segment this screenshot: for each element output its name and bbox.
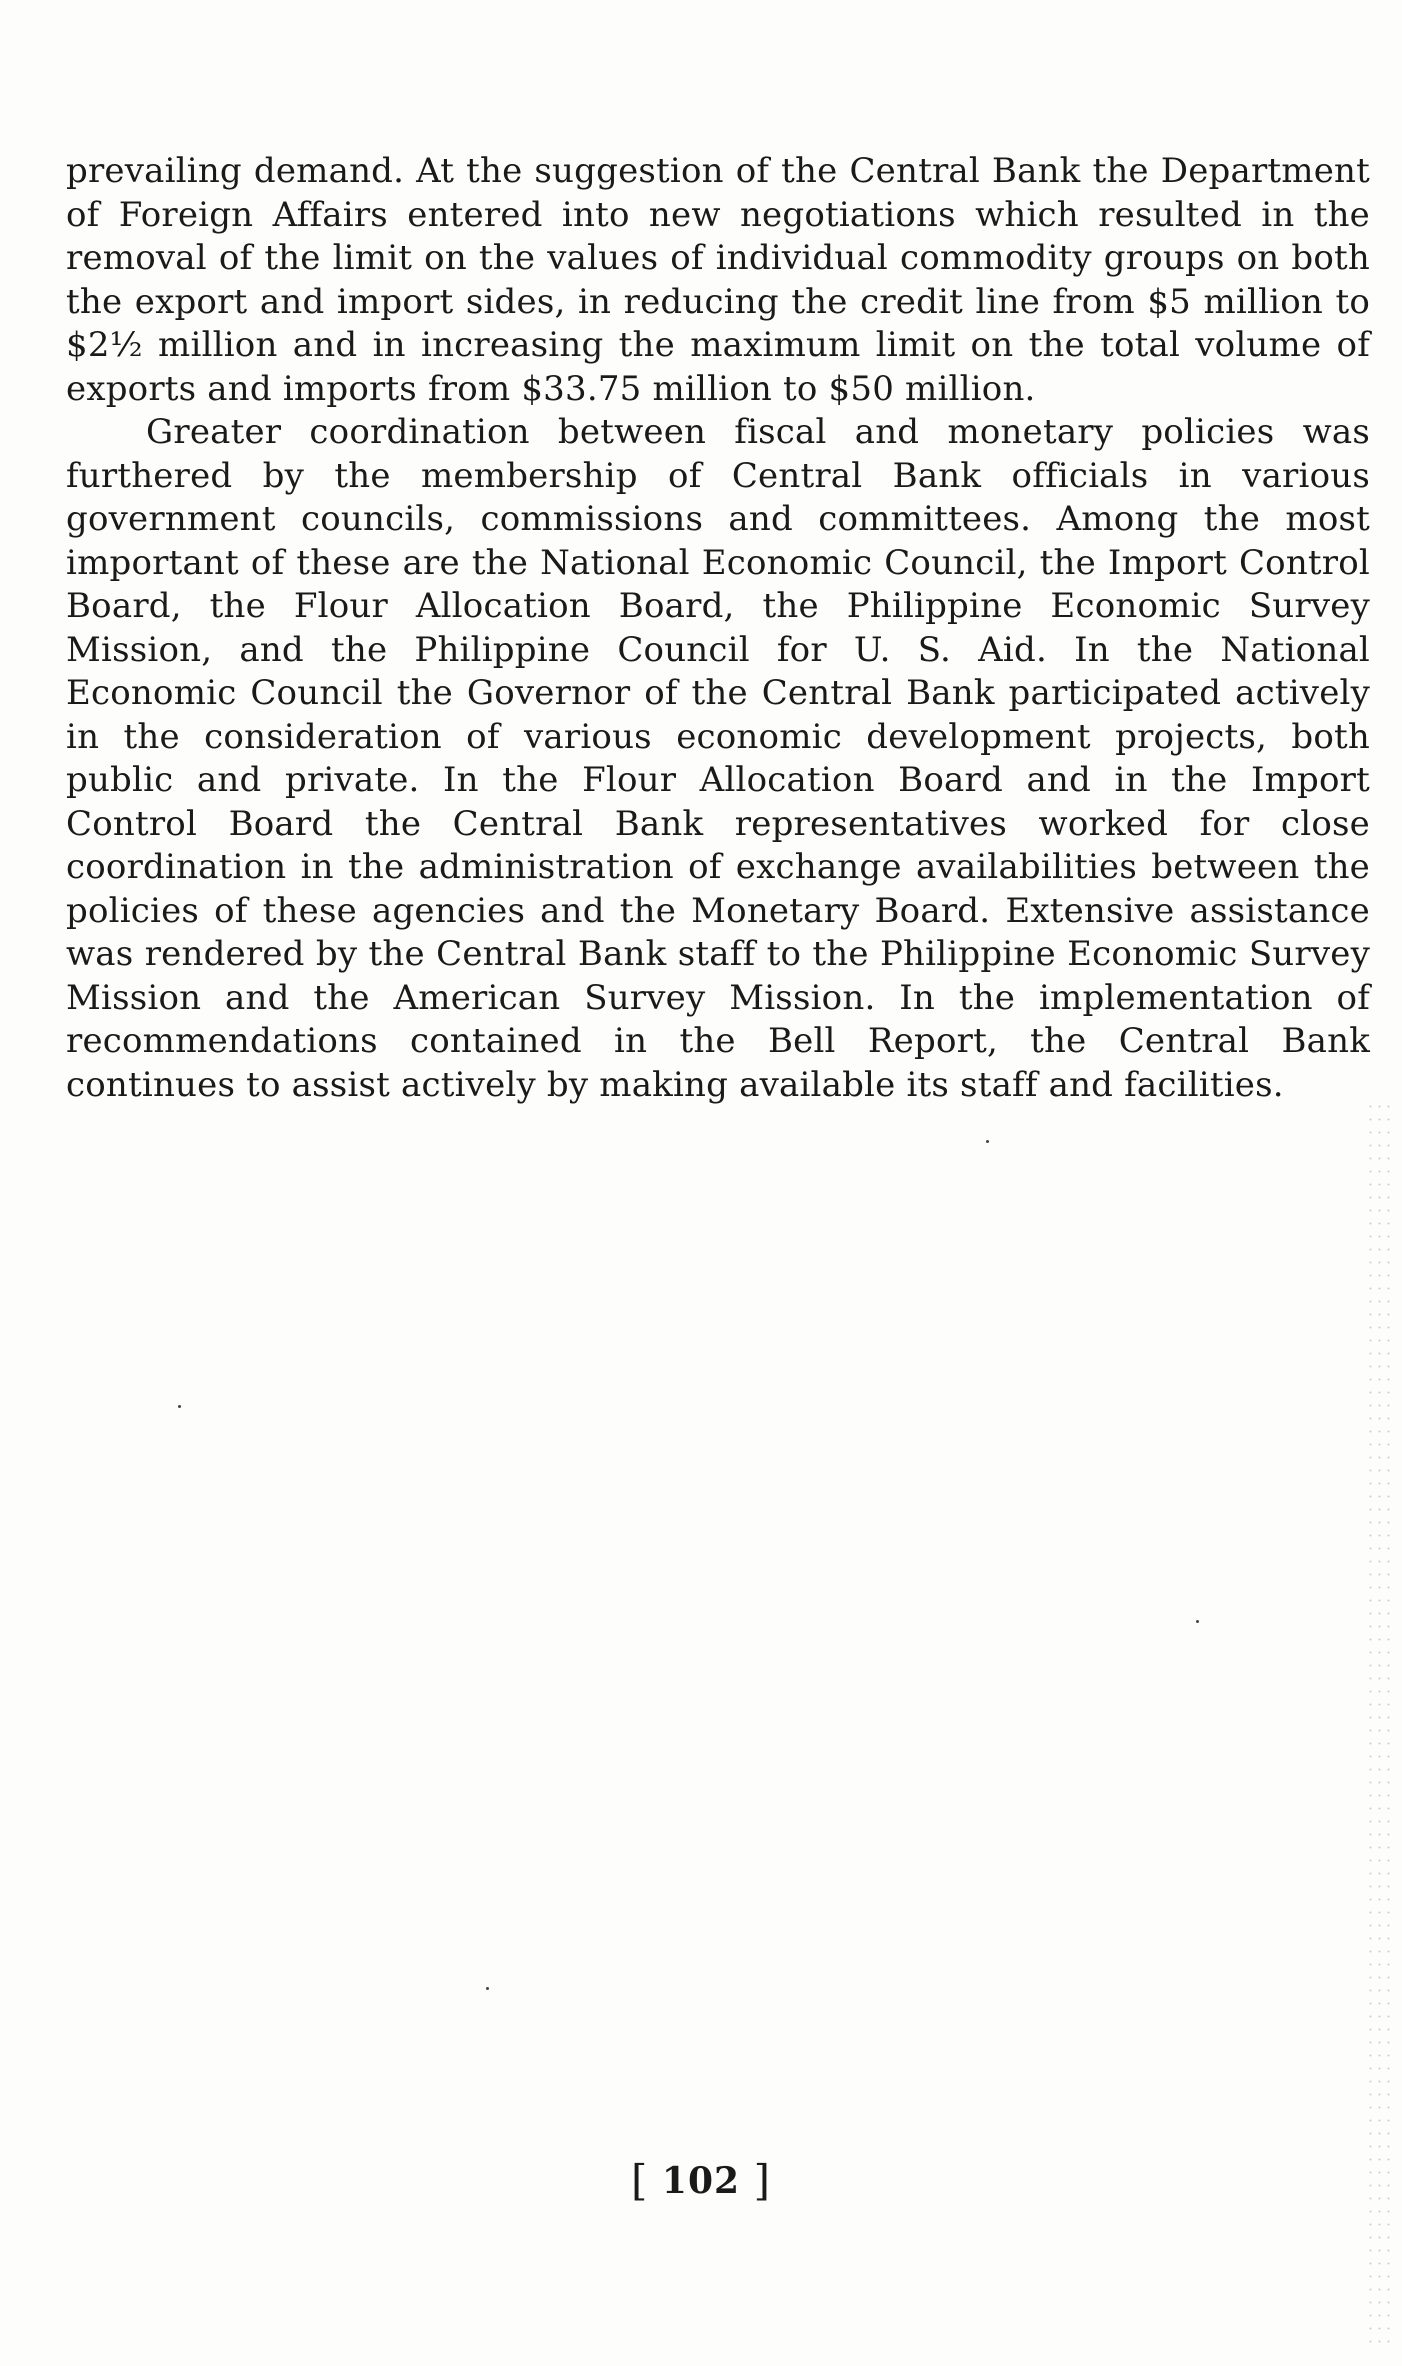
page-number	[0, 2156, 1402, 2205]
page-number-close-bracket: ]	[753, 2156, 772, 2205]
paragraph-1: prevailing demand. At the suggestion of the Central Bank the Department of Foreign Affairs entered into new negotiations which resulted in the removal of the limit on the values of individual commodity groups on both the export and import sides, in reducing the credit line from $5 million to $2½ million and in increasing the maximum limit on the total volume of exports and imports from $33.75 million to $50 million.	[66, 151, 1370, 409]
scan-edge-noise	[1366, 1100, 1394, 2350]
scan-speck	[178, 1405, 181, 1408]
scan-speck	[1196, 1620, 1199, 1623]
page-number-open-bracket: [	[630, 2156, 649, 2205]
scan-speck	[486, 1987, 489, 1990]
paragraph-2: Greater coordination between fiscal and monetary policies was furthered by the membership of Central Bank officials in various government councils, commissions and committees. Among the most important of these are the National Economic Council, the Import Control Board, the Flour Allocation Board, the Philippine Economic Survey Mission, and the Philippine Council for U. S. Aid. In the National Economic Council the Governor of the Central Bank participated actively in the consideration of various economic development projects, both public and private. In the Flour Allocation Board and in the Import Control Board the Central Bank representatives worked for close coordination in the administration of exchange availabilities between the policies of these agencies and the Monetary Board. Extensive assistance was rendered by the Central Bank staff to the Philippine Economic Survey Mission and the American Survey Mission. In the implementation of recommendations contained in the Bell Report, the Central Bank continues to assist actively by making available its staff and facilities.	[66, 412, 1370, 1105]
body-text	[66, 150, 1370, 1107]
page-number-value: 102	[661, 2160, 741, 2202]
scan-speck	[986, 1140, 989, 1143]
